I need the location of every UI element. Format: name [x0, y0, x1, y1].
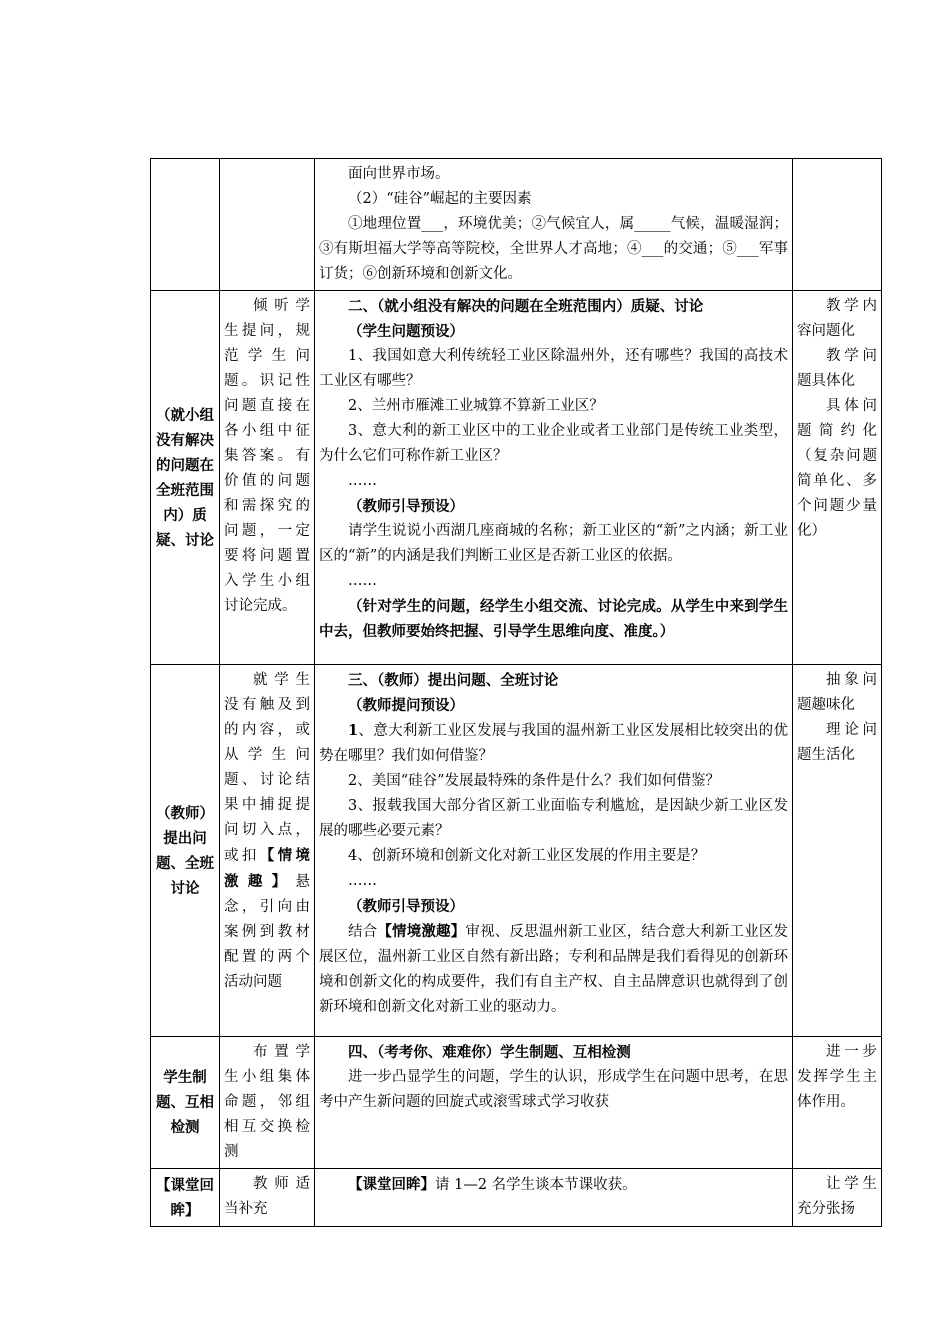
lesson-plan-table-wrapper [150, 158, 882, 1227]
stage-cell [151, 291, 220, 665]
stage-cell [151, 1037, 220, 1169]
design-intent-cell [793, 1169, 882, 1227]
design-intent-cell [793, 291, 882, 665]
question-item: 2、兰州市雁滩工业城算不算新工业区？ [348, 398, 604, 414]
content-line: 面向世界市场。 [348, 166, 450, 182]
teacher-activity-cell [220, 1169, 315, 1227]
content-cell [315, 665, 793, 1037]
design-intent-line: 教学内容问题化 [797, 298, 877, 339]
body-text-part: 请 1—2 名学生谈本节课收获。 [435, 1177, 637, 1193]
guide-text-part: 结合 [348, 924, 378, 940]
teacher-activity-text: 教师适当补充 [224, 1176, 310, 1217]
sub-heading: （学生问题预设） [348, 323, 464, 340]
guide-text [319, 919, 788, 1020]
question-text: 、意大利新工业区发展与我国的温州新工业区发展相比较突出的优势在哪里？我们如何借鉴？ [319, 723, 788, 764]
design-intent-cell [793, 665, 882, 1037]
teacher-activity-cell [220, 1037, 315, 1169]
section-heading: 二、（就小组没有解决的问题在全班范围内）质疑、讨论 [348, 298, 704, 315]
ellipsis: …… [348, 473, 377, 489]
content-line: ①地理位置___，环境优美；②气候宜人，属_____气候，温暖湿润；③有斯坦福大学等高等院校，全世界人才高地；④___的交通；⑤___军事订货；⑥创新环境和创新文化。 [319, 216, 788, 282]
design-intent-line: 具体问题简约化（复杂问题简单化、多个问题少量化） [797, 398, 877, 539]
design-intent-line: 进一步发挥学生主体作用。 [797, 1044, 877, 1110]
situation-tag: 【情境激趣】 [377, 923, 466, 940]
sub-heading: （教师提问预设） [348, 697, 464, 714]
question-item: 1、我国如意大利传统轻工业区除温州外，还有哪些？我国的高技术工业区有哪些？ [319, 348, 788, 389]
situation-tag: 【情境激趣】 [224, 847, 310, 890]
stage-label: （就小组没有解决的问题在全班范围内）质疑、讨论 [156, 406, 214, 549]
teacher-activity-cell [220, 159, 315, 291]
stage-label: 【课堂回眸】 [156, 1176, 214, 1219]
lesson-plan-table [150, 158, 882, 1227]
stage-label: （教师）提出问题、全班讨论 [156, 804, 214, 897]
section-heading: 三、（教师）提出问题、全班讨论 [348, 672, 559, 689]
stage-cell [151, 159, 220, 291]
design-intent-cell [793, 159, 882, 291]
guide-text: 请学生说说小西湖几座商城的名称；新工业区的“新”之内涵；新工业区的“新”的内涵是我们判断工业区是否新工业区的依据。 [319, 523, 788, 564]
body-text: 进一步凸显学生的问题，学生的认识，形成学生在问题中思考，在思考中产生新问题的回旋式或滚雪球式学习收获 [319, 1069, 788, 1110]
question-item: 4、创新环境和创新文化对新工业区发展的作用主要是？ [348, 848, 706, 864]
content-line: （2）“硅谷”崛起的主要因素 [348, 191, 532, 207]
teacher-activity-text: 倾听学生提问，规范学生问题。识记性问题直接在各小组中征集答案。有价值的问题和需探究的问题，一定要将问题置入学生小组讨论完成。 [224, 298, 310, 614]
teacher-activity-text-part: 就学生没有触及到的内容，或从学生问题、讨论结果中捕捉提问切入点，或扣 [224, 672, 310, 864]
table-row [151, 1037, 882, 1169]
stage-label: 学生制题、互相检测 [156, 1069, 214, 1136]
design-intent-line: 教学问题具体化 [797, 348, 877, 389]
question-item: 2、美国“硅谷”发展最特殊的条件是什么？我们如何借鉴？ [348, 773, 721, 789]
design-intent-line: 让学生充分张扬 [797, 1176, 877, 1217]
content-cell [315, 291, 793, 665]
content-cell [315, 1037, 793, 1169]
body-text [319, 1172, 788, 1198]
stage-cell [151, 1169, 220, 1227]
design-intent-line: 抽象问题趣味化 [797, 672, 877, 713]
teacher-activity-text: 布置学生小组集体命题，邻组相互交换检测 [224, 1044, 310, 1160]
ellipsis: …… [348, 873, 377, 889]
guide-text-part: 审视、反思温州新工业区，结合意大利新工业区发展区位，温州新工业区自然有新出路；专利和品牌是我们看得见的创新环境和创新文化的构成要件，我们有自主产权、自主品牌意识也就得到了创新环境和创新文化对新工业的驱动力。 [319, 924, 789, 1015]
teacher-activity-text [224, 668, 310, 995]
content-cell [315, 159, 793, 291]
table-row [151, 159, 882, 291]
table-row [151, 291, 882, 665]
content-cell [315, 1169, 793, 1227]
question-item: 3、报载我国大部分省区新工业面临专利尴尬，是因缺少新工业区发展的哪些必要元素？ [319, 798, 788, 839]
design-intent-line: 理论问题生活化 [797, 722, 877, 763]
sub-heading: （教师引导预设） [348, 498, 464, 515]
ellipsis: …… [348, 573, 377, 589]
teacher-activity-cell [220, 665, 315, 1037]
stage-cell [151, 665, 220, 1037]
question-item [319, 718, 788, 769]
question-item: 3、意大利的新工业区中的工业企业或者工业部门是传统工业类型，为什么它们可称作新工业区？ [319, 423, 788, 464]
table-row [151, 665, 882, 1037]
teacher-activity-text-part: 悬念，引向由案例到教材配置的两个活动问题 [224, 874, 310, 990]
design-intent-cell [793, 1037, 882, 1169]
question-number: 1 [348, 722, 359, 739]
table-row [151, 1169, 882, 1227]
sub-heading: （教师引导预设） [348, 898, 464, 915]
note-text: （针对学生的问题，经学生小组交流、讨论完成。从学生中来到学生中去，但教师要始终把握、引导学生思维向度、准度。） [319, 598, 788, 640]
teacher-activity-cell [220, 291, 315, 665]
section-heading: 四、（考考你、难难你）学生制题、互相检测 [348, 1044, 631, 1061]
review-tag: 【课堂回眸】 [348, 1176, 435, 1193]
